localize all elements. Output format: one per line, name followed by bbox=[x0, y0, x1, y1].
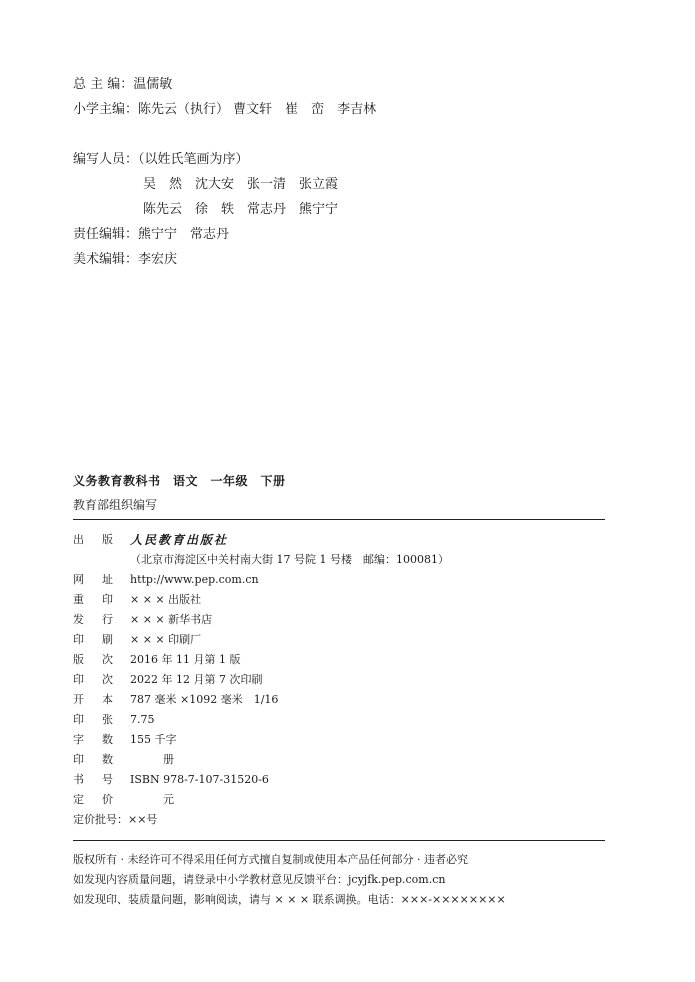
website-link[interactable]: http://www.pep.com.cn bbox=[130, 573, 259, 586]
distribution-value: × × × 新华书店 bbox=[130, 613, 213, 626]
art-editor-row bbox=[73, 247, 376, 272]
sheets-row bbox=[73, 710, 605, 730]
sheets-value: 7.75 bbox=[130, 713, 155, 726]
reprint-value: × × × 出版社 bbox=[130, 593, 202, 606]
price-row bbox=[73, 790, 605, 810]
isbn-label: 书 号 bbox=[73, 773, 113, 786]
art-editor-name: 李宏庆 bbox=[138, 252, 178, 267]
publisher-label: 出 版 bbox=[73, 533, 113, 546]
divider-bottom bbox=[73, 840, 605, 841]
price-approval-label: 定价批号： bbox=[73, 813, 128, 826]
price-approval-value: ××号 bbox=[128, 813, 158, 826]
impression-row bbox=[73, 670, 605, 690]
price-value: 元 bbox=[130, 793, 174, 806]
address-row bbox=[73, 550, 605, 570]
sheets-label: 印 张 bbox=[73, 713, 113, 726]
copies-row bbox=[73, 750, 605, 770]
reprint-row bbox=[73, 590, 605, 610]
isbn-value: ISBN 978-7-107-31520-6 bbox=[130, 773, 269, 786]
publication-info bbox=[73, 530, 605, 830]
credits-block bbox=[73, 72, 376, 272]
words-label: 字 数 bbox=[73, 733, 113, 746]
format-row bbox=[73, 690, 605, 710]
spacer bbox=[73, 122, 376, 147]
copyright-notice: 版权所有 · 未经许可不得采用任何方式擅自复制或使用本产品任何部分 · 违者必究 bbox=[73, 853, 468, 866]
chief-editor-label: 总 主 编： bbox=[73, 77, 134, 92]
primary-editor-label: 小学主编： bbox=[73, 102, 139, 117]
format-value: 787 毫米 ×1092 毫米 1/16 bbox=[130, 693, 279, 706]
words-row bbox=[73, 730, 605, 750]
writers-names-2: 陈先云 徐 轶 常志丹 熊宁宁 bbox=[143, 202, 339, 217]
edition-label: 版 次 bbox=[73, 653, 113, 666]
price-approval-row bbox=[73, 810, 605, 830]
website-row bbox=[73, 570, 605, 590]
price-label: 定 价 bbox=[73, 793, 113, 806]
writers-names-line-2 bbox=[73, 197, 376, 222]
publisher-logo: 人民教育出版社 bbox=[130, 533, 229, 547]
chief-editor-row bbox=[73, 72, 376, 97]
writers-label: 编写人员： bbox=[73, 152, 139, 167]
publisher-address: （北京市海淀区中关村南大街 17 号院 1 号楼 邮编：100081） bbox=[130, 553, 449, 566]
writers-row bbox=[73, 147, 376, 172]
content-feedback-notice: 如发现内容质量问题，请登录中小学教材意见反馈平台：jcyjfk.pep.com.cn bbox=[73, 873, 446, 886]
publisher-row bbox=[73, 530, 605, 550]
chief-editor-name: 温儒敏 bbox=[133, 77, 173, 92]
edition-row bbox=[73, 650, 605, 670]
printing-row bbox=[73, 630, 605, 650]
impression-label: 印 次 bbox=[73, 673, 113, 686]
divider-top bbox=[73, 519, 605, 520]
isbn-row bbox=[73, 770, 605, 790]
copies-label: 印 数 bbox=[73, 753, 113, 766]
reprint-label: 重 印 bbox=[73, 593, 113, 606]
words-value: 155 千字 bbox=[130, 733, 177, 746]
copies-value: 册 bbox=[130, 753, 174, 766]
responsible-editor-label: 责任编辑： bbox=[73, 227, 139, 242]
edition-value: 2016 年 11 月第 1 版 bbox=[130, 653, 241, 666]
notices-block bbox=[73, 850, 506, 910]
writers-note: （以姓氏笔画为序） bbox=[138, 152, 249, 167]
address-spacer bbox=[73, 550, 113, 570]
writers-names-line-1 bbox=[73, 172, 376, 197]
print-feedback-notice: 如发现印、装质量问题，影响阅读，请与 × × × 联系调换。电话：×××-×××××××× bbox=[73, 893, 506, 906]
website-label: 网 址 bbox=[73, 573, 113, 586]
responsible-editor-names: 熊宁宁 常志丹 bbox=[138, 227, 230, 242]
printing-value: × × × 印刷厂 bbox=[130, 633, 202, 646]
distribution-row bbox=[73, 610, 605, 630]
primary-editor-names: 陈先云（执行） 曹文轩 崔 峦 李吉林 bbox=[138, 102, 377, 117]
book-author: 教育部组织编写 bbox=[73, 498, 158, 512]
primary-editor-row bbox=[73, 97, 376, 122]
format-label: 开 本 bbox=[73, 693, 113, 706]
writers-names-1: 吴 然 沈大安 张一清 张立霞 bbox=[143, 177, 339, 192]
printing-label: 印 刷 bbox=[73, 633, 113, 646]
art-editor-label: 美术编辑： bbox=[73, 252, 139, 267]
book-title: 义务教育教科书 语文 一年级 下册 bbox=[73, 474, 286, 488]
distribution-label: 发 行 bbox=[73, 613, 113, 626]
impression-value: 2022 年 12 月第 7 次印刷 bbox=[130, 673, 263, 686]
responsible-editor-row bbox=[73, 222, 376, 247]
